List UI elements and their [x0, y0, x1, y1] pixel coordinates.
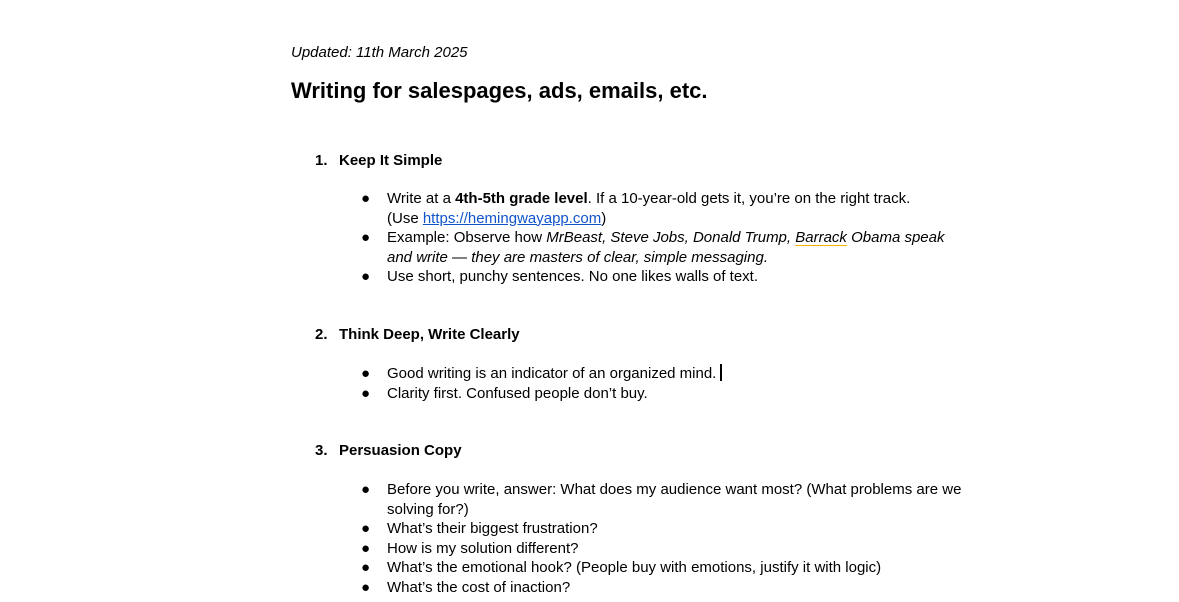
bullet-icon: ●	[361, 229, 371, 246]
bullet-icon: ●	[361, 190, 371, 207]
list-item: ● What’s their biggest frustration?	[361, 520, 598, 537]
section-heading-3	[315, 442, 462, 459]
bullet-icon: ●	[361, 539, 371, 557]
bullet-icon: ●	[361, 365, 371, 382]
document-title: Writing for salespages, ads, emails, etc.	[291, 78, 708, 103]
section-number: 3.	[315, 442, 328, 459]
bullet-icon: ●	[361, 481, 371, 498]
list-item: ● What’s the cost of inaction?	[361, 578, 571, 596]
hemingway-link[interactable]: https://hemingwayapp.com	[422, 209, 602, 227]
list-item: ● Example: Observe how MrBeast, Steve Jobs, Donald Trump, Barrack Obama speak and write — they are masters of clear, simple messaging.	[361, 229, 945, 266]
bullet-icon: ●	[361, 520, 371, 537]
spelling-suggestion[interactable]: Barrack	[795, 229, 847, 246]
list-item: ● What’s the emotional hook? (People buy with emotions, justify it with logic)	[361, 559, 882, 576]
updated-date: Updated: 11th March 2025	[291, 44, 468, 61]
text-cursor	[720, 364, 722, 381]
section-title: Persuasion Copy	[339, 442, 462, 459]
bullet-icon: ●	[361, 559, 371, 576]
list-item: ● Clarity first. Confused people don’t buy.	[361, 384, 648, 402]
list-item: ● Use short, punchy sentences. No one likes walls of text.	[361, 268, 759, 285]
list-item: ● How is my solution different?	[361, 539, 579, 557]
bullet-list-1	[361, 189, 971, 287]
bullet-icon: ●	[361, 578, 371, 596]
section-number: 1.	[315, 152, 328, 169]
bullet-icon: ●	[361, 268, 371, 285]
section-number: 2.	[315, 326, 328, 343]
list-item: ● Before you write, answer: What does my audience want most? (What problems are we solving for?)	[361, 481, 962, 518]
emphasis-text: 4th-5th grade level	[455, 190, 588, 207]
bullet-list-2	[361, 364, 971, 403]
bullet-icon: ●	[361, 384, 371, 402]
section-heading-2	[315, 326, 520, 343]
bullet-list-3	[361, 480, 971, 597]
section-heading-1	[315, 152, 442, 169]
section-title: Think Deep, Write Clearly	[339, 326, 520, 343]
list-item[interactable]: ● Good writing is an indicator of an organized mind.	[361, 364, 971, 384]
list-item: ● Write at a 4th-5th grade level. If a 10-year-old gets it, you’re on the right track. (Use https://hemingwayapp.com)	[361, 190, 911, 227]
section-title: Keep It Simple	[339, 152, 443, 169]
